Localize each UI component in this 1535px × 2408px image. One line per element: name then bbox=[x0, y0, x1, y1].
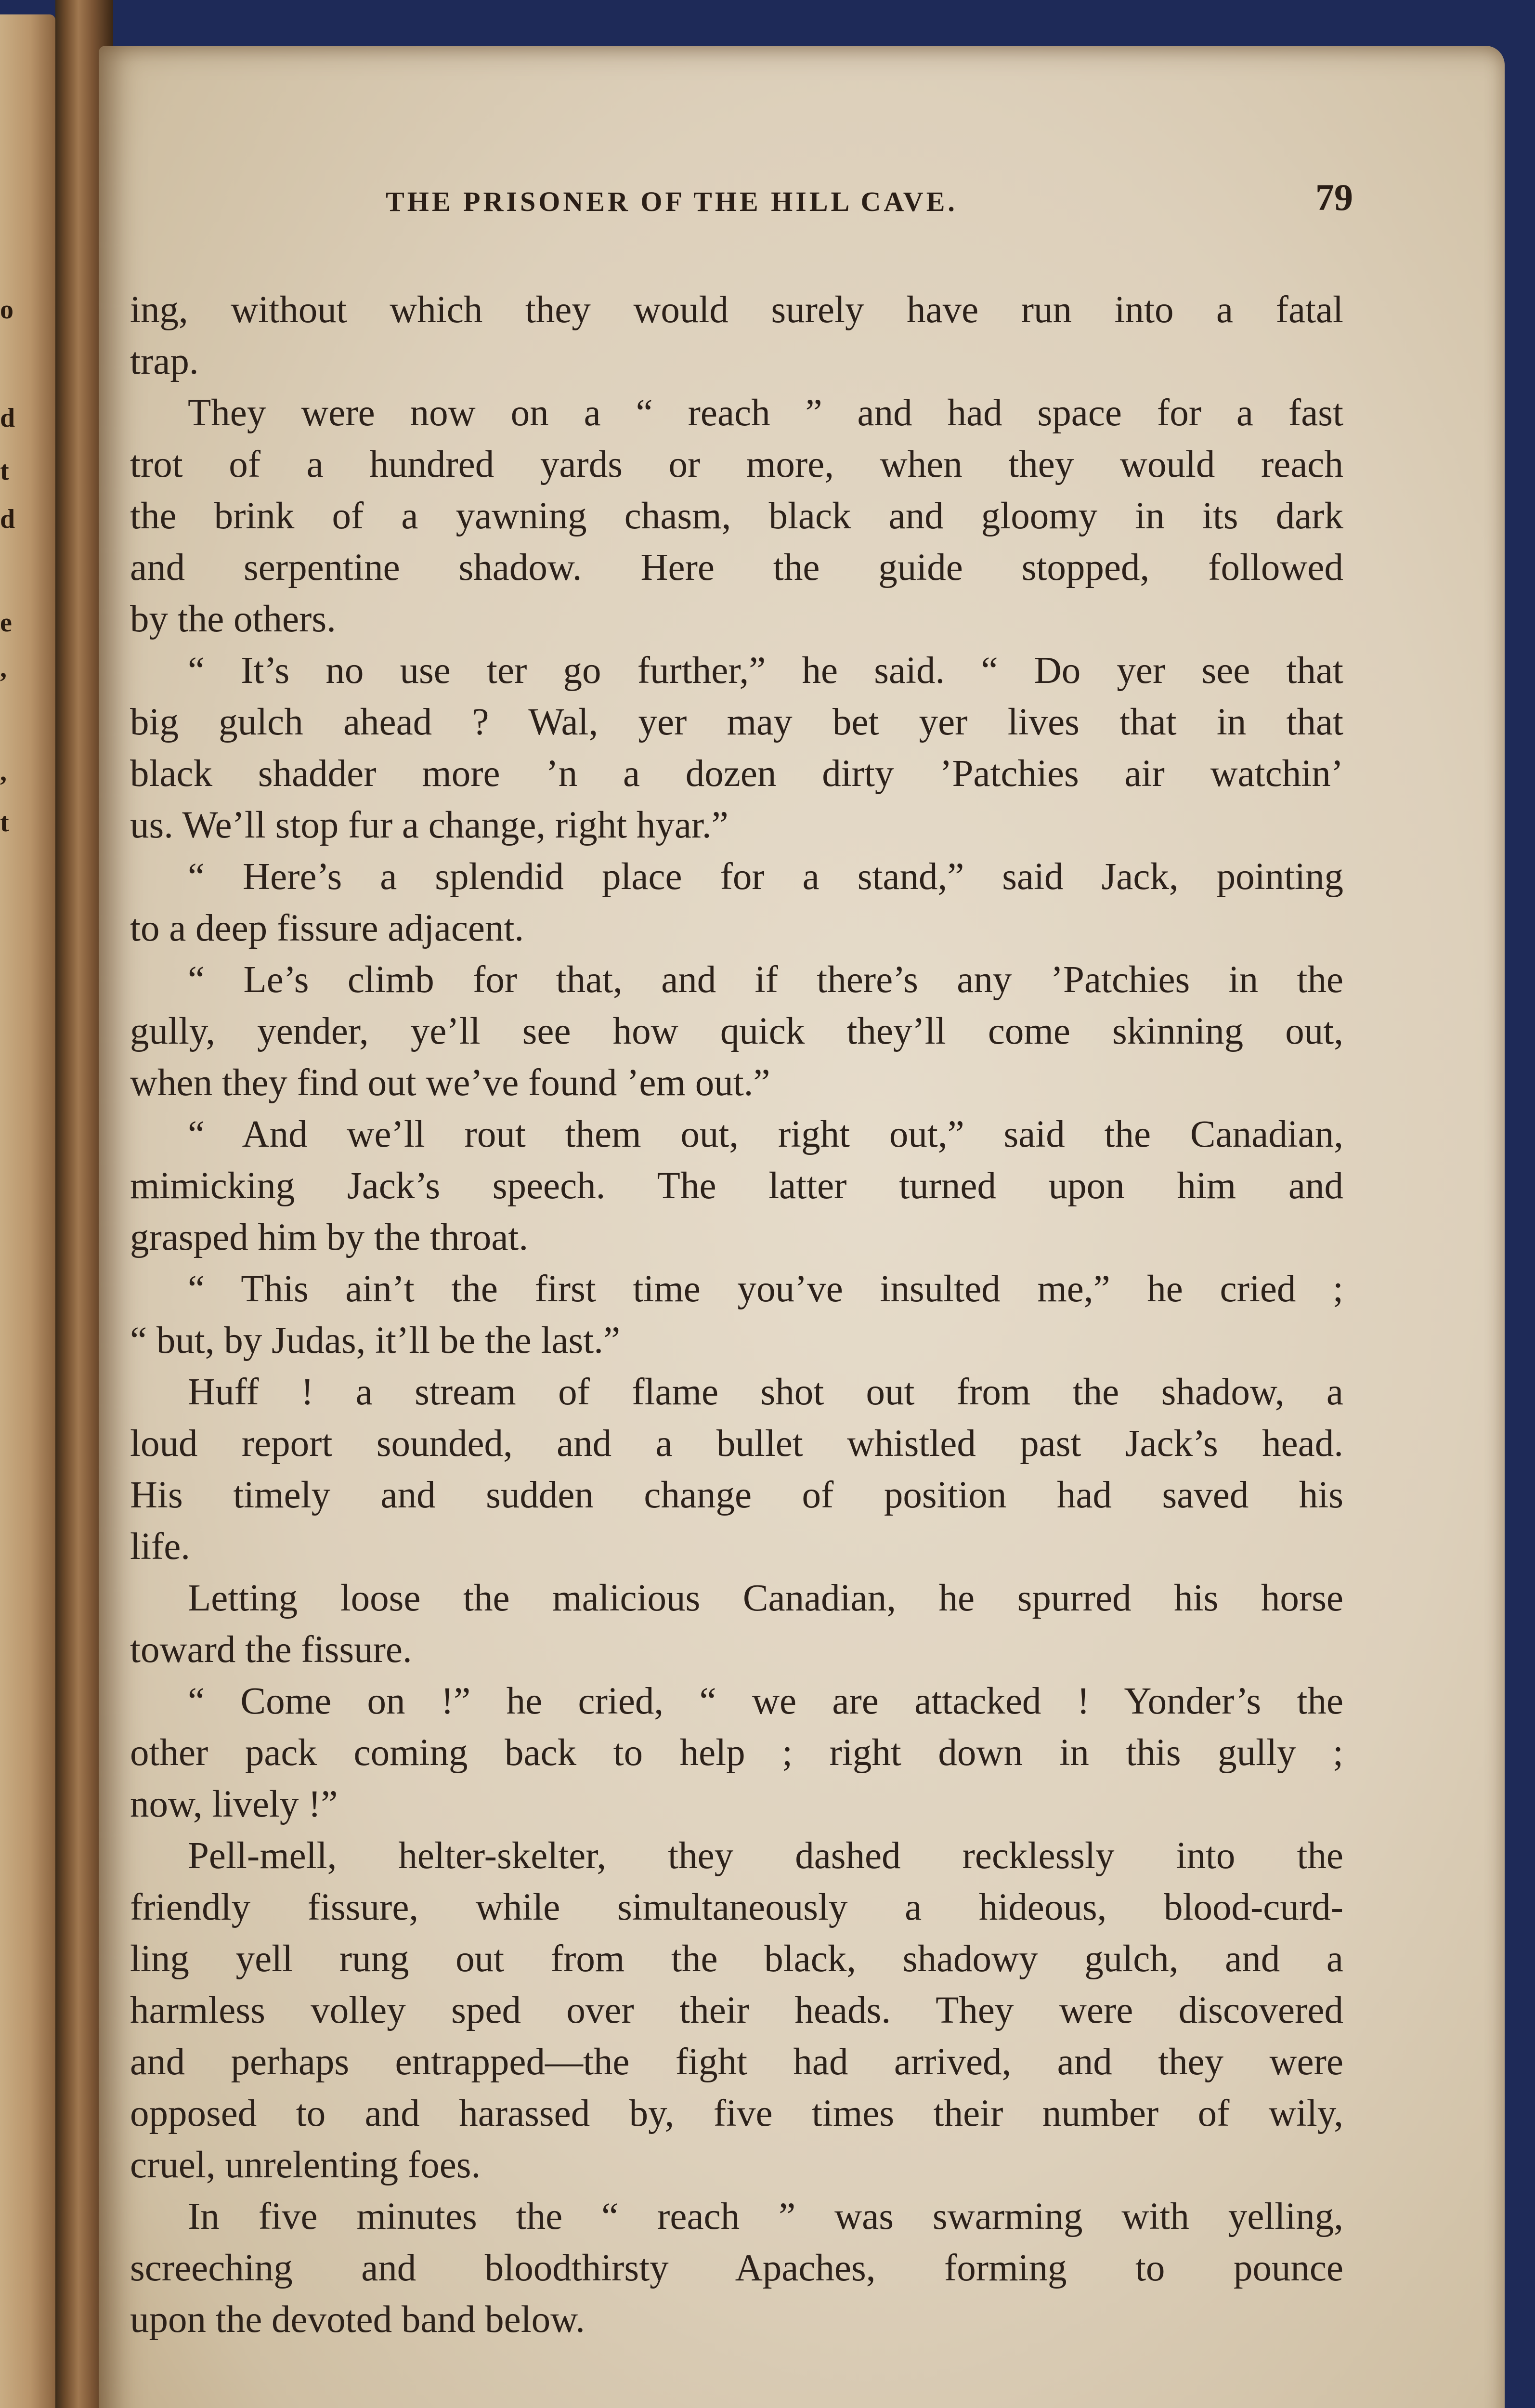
text-line: “ Come on !” he cried, “ we are attacked ! Yonder’s the bbox=[188, 1680, 1343, 1722]
text-line: “ And we’ll rout them out, right out,” said the Canadian, bbox=[188, 1113, 1343, 1155]
text-line: His timely and sudden change of position had saved his bbox=[130, 1474, 1343, 1516]
text-line: black shadder more ’n a dozen dirty ’Patchies air watchin’ bbox=[130, 753, 1343, 795]
text-line: “ This ain’t the first time you’ve insulted me,” he cried ; bbox=[188, 1268, 1343, 1310]
facing-page-fragment: , bbox=[0, 757, 7, 787]
text-line: big gulch ahead ? Wal, yer may bet yer lives that in that bbox=[130, 701, 1343, 743]
text-line: upon the devoted band below. bbox=[130, 2299, 585, 2341]
facing-page-fragment: e bbox=[0, 608, 12, 638]
text-line: Letting loose the malicious Canadian, he spurred his horse bbox=[188, 1577, 1343, 1619]
text-line: when they find out we’ve found ’em out.” bbox=[130, 1062, 770, 1104]
text-line: life. bbox=[130, 1526, 191, 1568]
text-line: cruel, unrelenting foes. bbox=[130, 2144, 481, 2186]
text-line: In five minutes the “ reach ” was swarming with yelling, bbox=[188, 2196, 1343, 2238]
facing-page-fragment: t bbox=[0, 456, 9, 486]
text-line: Huff ! a stream of flame shot out from the shadow, a bbox=[188, 1371, 1343, 1413]
text-line: toward the fissure. bbox=[130, 1629, 412, 1671]
text-line: harmless volley sped over their heads. They were discovered bbox=[130, 1989, 1343, 2031]
text-line: trap. bbox=[130, 340, 199, 382]
page-number: 79 bbox=[1315, 176, 1353, 218]
text-line: grasped him by the throat. bbox=[130, 1217, 529, 1258]
text-line: now, lively !” bbox=[130, 1783, 338, 1825]
text-line: friendly fissure, while simultaneously a hideous, blood-curd- bbox=[130, 1886, 1343, 1928]
text-line: trot of a hundred yards or more, when they would reach bbox=[130, 444, 1343, 485]
facing-page-edge bbox=[0, 14, 55, 2408]
text-line: “ but, by Judas, it’ll be the last.” bbox=[130, 1320, 621, 1361]
text-line: opposed to and harassed by, five times their number of wily, bbox=[130, 2093, 1343, 2134]
facing-page-fragment: d bbox=[0, 403, 15, 433]
text-line: “ Le’s climb for that, and if there’s any ’Patchies in the bbox=[188, 959, 1343, 1001]
text-line: “ It’s no use ter go further,” he said. “ Do yer see that bbox=[188, 650, 1343, 692]
text-line: to a deep fissure adjacent. bbox=[130, 907, 524, 949]
text-line: other pack coming back to help ; right down in this gully ; bbox=[130, 1732, 1343, 1774]
page-body-text bbox=[130, 284, 1343, 2345]
text-line: by the others. bbox=[130, 598, 336, 640]
text-line: mimicking Jack’s speech. The latter turned upon him and bbox=[130, 1165, 1343, 1207]
text-line: and serpentine shadow. Here the guide stopped, followed bbox=[130, 547, 1343, 589]
text-line: the brink of a yawning chasm, black and gloomy in its dark bbox=[130, 495, 1343, 537]
text-line: ling yell rung out from the black, shadowy gulch, and a bbox=[130, 1938, 1343, 1980]
facing-page-fragment: d bbox=[0, 504, 15, 534]
text-line: ing, without which they would surely have run into a fatal bbox=[130, 289, 1343, 331]
text-line: Pell-mell, helter-skelter, they dashed recklessly into the bbox=[188, 1835, 1343, 1877]
text-line: They were now on a “ reach ” and had space for a fast bbox=[188, 392, 1343, 434]
facing-page-fragment: o bbox=[0, 295, 13, 325]
facing-page-fragment: t bbox=[0, 808, 9, 838]
running-head: THE PRISONER OF THE HILL CAVE. bbox=[386, 186, 958, 217]
text-line: loud report sounded, and a bullet whistled past Jack’s head. bbox=[130, 1423, 1343, 1465]
text-line: us. We’ll stop fur a change, right hyar.” bbox=[130, 804, 728, 846]
text-line: “ Here’s a splendid place for a stand,” said Jack, pointing bbox=[188, 856, 1343, 898]
text-line: and perhaps entrapped—the fight had arrived, and they were bbox=[130, 2041, 1343, 2083]
text-line: gully, yender, ye’ll see how quick they’ll come skinning out, bbox=[130, 1010, 1343, 1052]
text-line: screeching and bloodthirsty Apaches, forming to pounce bbox=[130, 2247, 1343, 2289]
facing-page-fragment: , bbox=[0, 654, 7, 683]
